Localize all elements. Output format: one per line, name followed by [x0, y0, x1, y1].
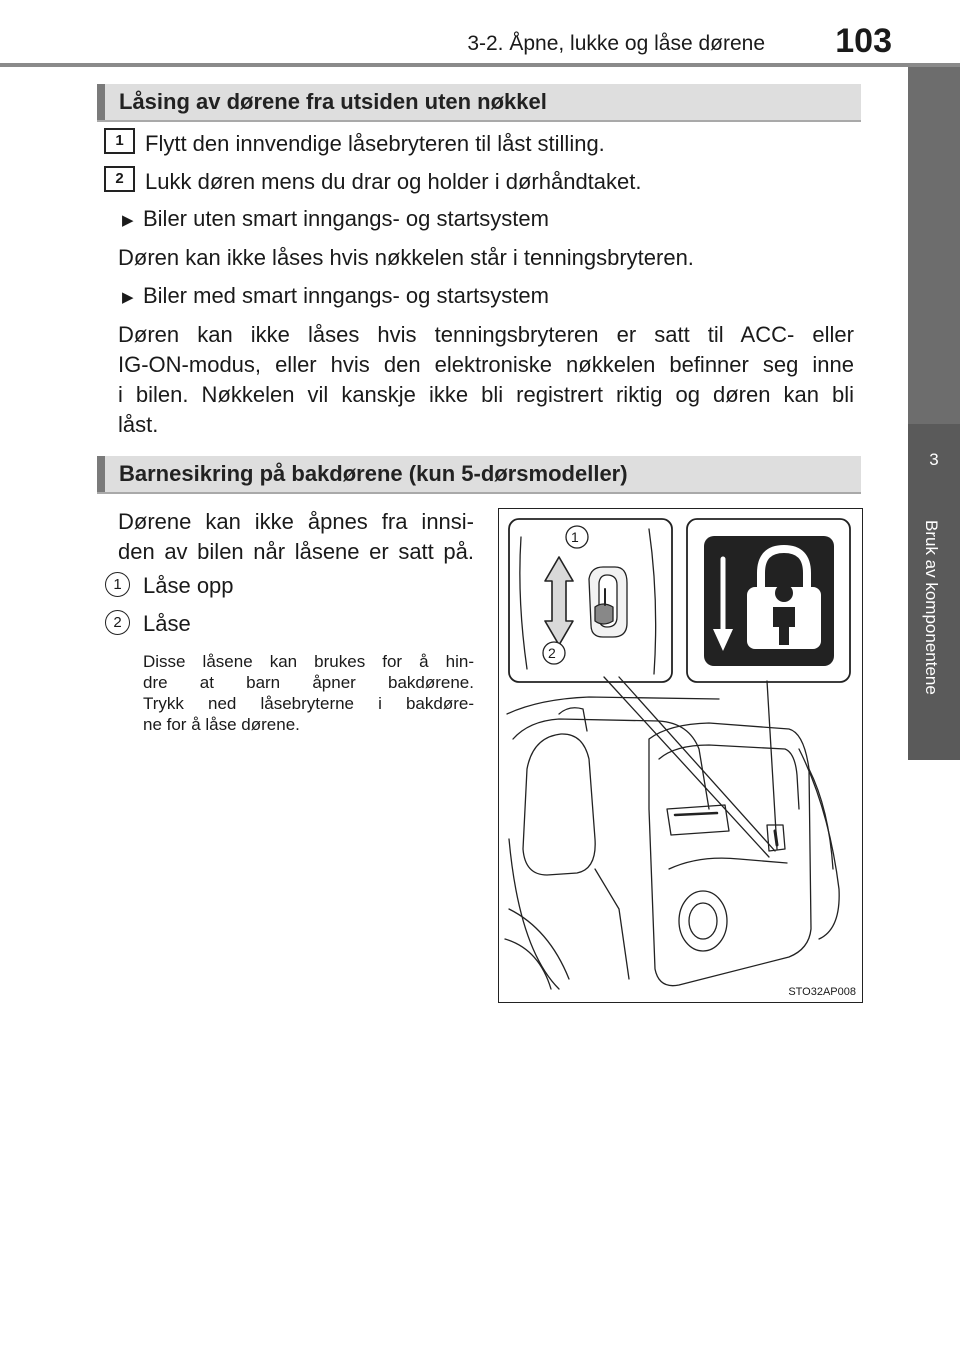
section-heading-bar: [97, 456, 861, 494]
section-accent: [97, 456, 105, 492]
side-tab-upper: [908, 67, 960, 424]
page-number: 103: [835, 22, 892, 60]
note-line: ne for å låse dørene.: [143, 715, 300, 734]
case-text-line: i bilen. Nøkkelen vil kanskje ikke bli registrert riktig og døren kan bli: [118, 382, 854, 407]
item-label: Låse: [143, 611, 191, 636]
case-text: Døren kan ikke låses hvis nøkkelen står i tenningsbryteren.: [118, 245, 694, 270]
header-section-title: 3-2. Åpne, lukke og låse dørene: [467, 32, 765, 55]
section-heading: Låsing av dørene fra utsiden uten nøkkel: [119, 89, 547, 114]
case-heading: Biler uten smart inngangs- og startsystem: [143, 206, 549, 231]
section-heading: Barnesikring på bakdørene (kun 5-dørsmodeller): [119, 461, 628, 486]
step-text: Flytt den innvendige låsebryteren til låst stilling.: [145, 131, 605, 156]
case-text-line: IG-ON-modus, eller hvis den elektroniske nøkkelen befinner seg inne: [118, 352, 854, 377]
step-number-box: 1: [104, 128, 135, 154]
figure-callout: 1: [571, 529, 579, 545]
triangle-right-icon: ▶: [122, 212, 134, 229]
intro-text-line: Dørene kan ikke åpnes fra innsi-: [118, 509, 474, 534]
note-line: dre at barn åpner bakdørene.: [143, 673, 474, 692]
step-number-box: 2: [104, 166, 135, 192]
chapter-number: 3: [929, 450, 939, 469]
child-lock-figure: [498, 508, 863, 1003]
callout-number: 2: [105, 610, 130, 635]
section-heading-bar: [97, 84, 861, 122]
chapter-label: Bruk av komponentene: [922, 520, 941, 695]
callout-number: 1: [105, 572, 130, 597]
case-text-line: Døren kan ikke låses hvis tenningsbryteren er satt til ACC- eller: [118, 322, 854, 347]
header-divider: [0, 63, 960, 67]
figure-code: STO32AP008: [788, 986, 856, 998]
section-accent: [97, 84, 105, 120]
figure-callout: 2: [548, 645, 556, 661]
note-line: Disse låsene kan brukes for å hin-: [143, 652, 474, 671]
item-label: Låse opp: [143, 573, 234, 598]
step-text: Lukk døren mens du drar og holder i dørhåndtaket.: [145, 169, 642, 194]
case-text-line: låst.: [118, 412, 159, 437]
intro-text-line: den av bilen når låsene er satt på.: [118, 539, 474, 564]
case-heading: Biler med smart inngangs- og startsystem: [143, 283, 549, 308]
door-illustration: [499, 509, 862, 1002]
note-line: Trykk ned låsebryterne i bakdøre-: [143, 694, 474, 713]
triangle-right-icon: ▶: [122, 289, 134, 306]
